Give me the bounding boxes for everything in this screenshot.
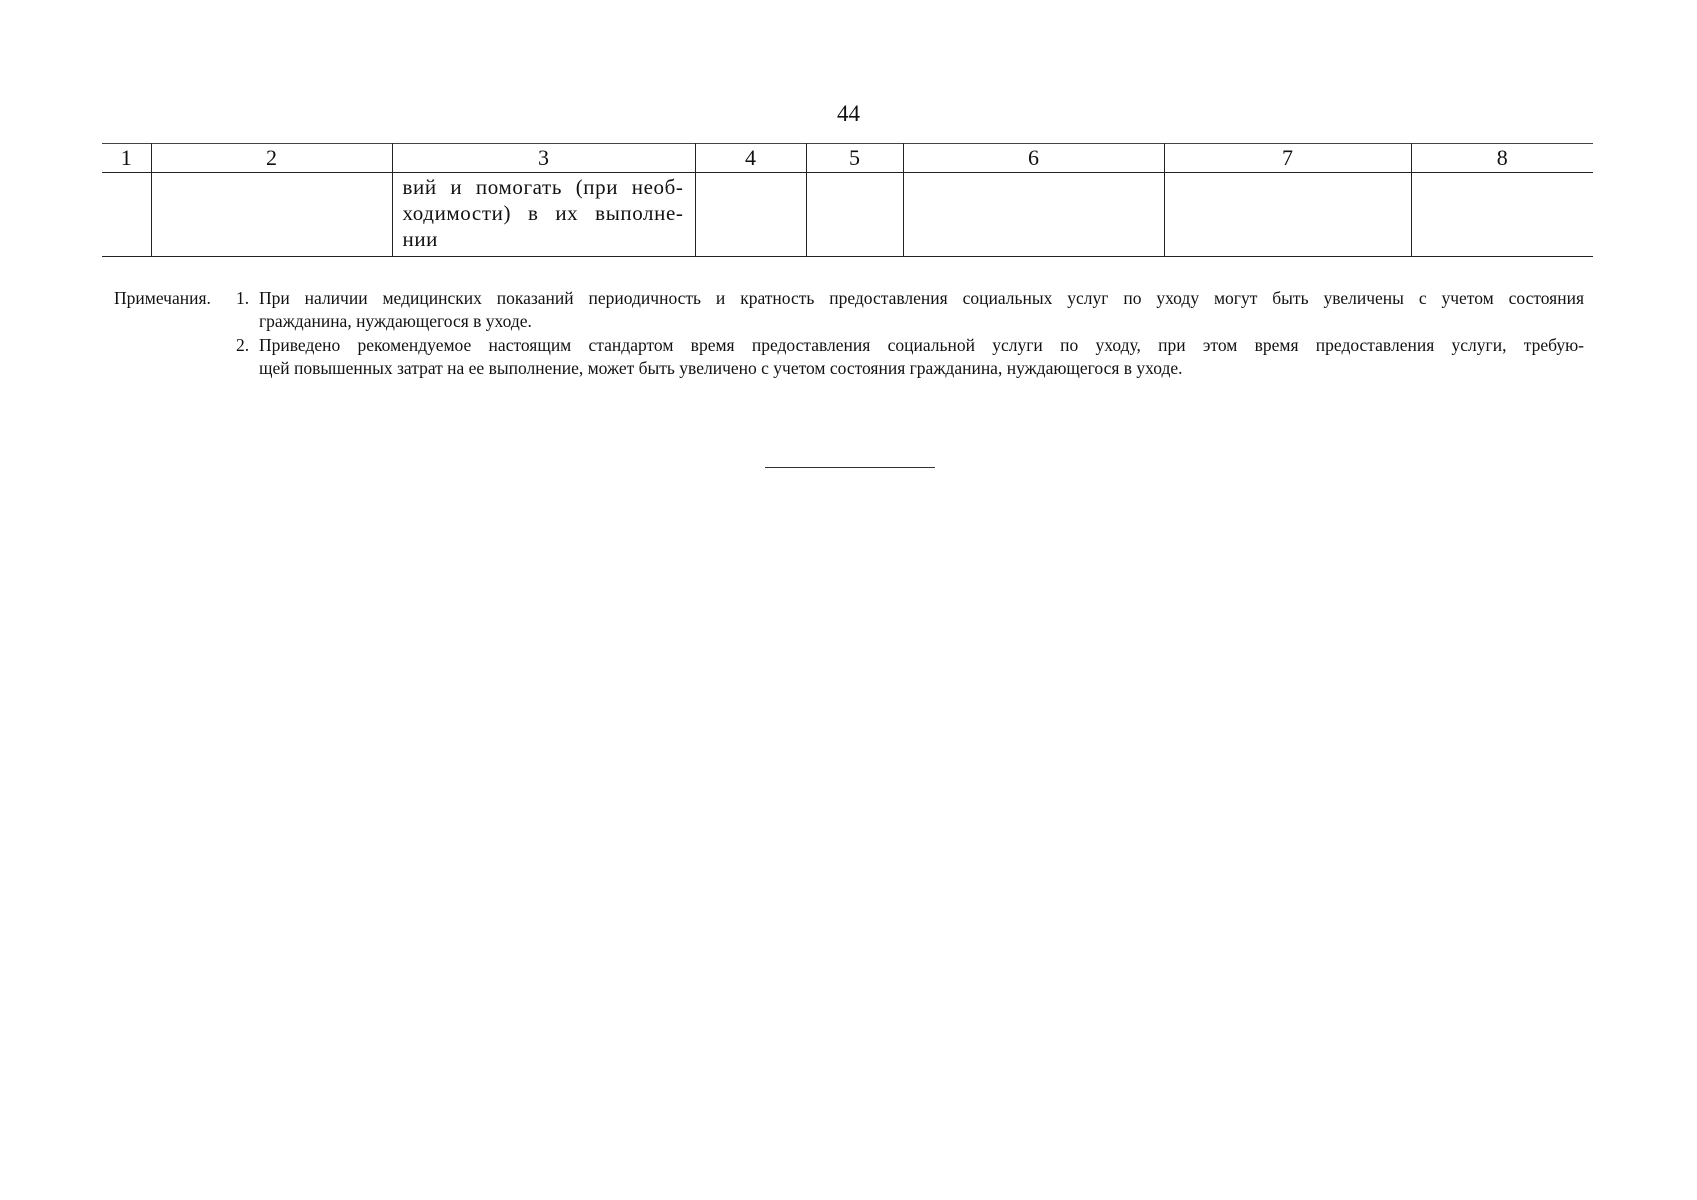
table-cell-col6 xyxy=(903,173,1164,257)
note-text xyxy=(259,334,1584,380)
column-number-8: 8 xyxy=(1411,144,1593,173)
table-header-row xyxy=(102,144,1593,173)
table-cell-col2 xyxy=(151,173,392,257)
note-text-line: гражданина, нуждающегося в уходе. xyxy=(259,311,532,331)
note-number: 1. xyxy=(236,288,250,308)
column-number-7: 7 xyxy=(1164,144,1411,173)
note-text xyxy=(259,287,1584,333)
note-number: 2. xyxy=(236,335,250,355)
cell-text-line: нии xyxy=(402,227,439,251)
cell-text-line: ходимости) в их выполне- xyxy=(402,201,684,225)
table-cell-col5 xyxy=(806,173,903,257)
column-number-5: 5 xyxy=(806,144,903,173)
column-number-1: 1 xyxy=(102,144,151,173)
table-cell-col4 xyxy=(695,173,806,257)
column-number-6: 6 xyxy=(903,144,1164,173)
table-cell-col1 xyxy=(102,173,151,257)
note-text-line: Приведено рекомендуемое настоящим стандартом время предоставления социальной услуги по уходу, при этом время предоставления услуги, требую- xyxy=(259,335,1584,355)
table-cell-col8 xyxy=(1411,173,1593,257)
standard-table xyxy=(102,143,1593,257)
note-text-line: щей повышенных затрат на ее выполнение, может быть увеличено с учетом состояния гражданина, нуждающегося в уходе. xyxy=(259,358,1183,378)
note-text-line: При наличии медицинских показаний периодичность и кратность предоставления социальных услуг по уходу могут быть увеличены с учетом состояния xyxy=(259,288,1584,308)
column-number-2: 2 xyxy=(151,144,392,173)
column-number-3: 3 xyxy=(392,144,695,173)
column-number-4: 4 xyxy=(695,144,806,173)
cell-text-line: вий и помогать (при необ- xyxy=(402,175,684,199)
table-cell-col3 xyxy=(392,173,695,257)
page-number: 44 xyxy=(837,101,860,126)
table-row xyxy=(102,173,1593,257)
end-divider xyxy=(765,467,935,468)
table-cell-col7 xyxy=(1164,173,1411,257)
notes-label: Примечания. xyxy=(114,288,211,308)
